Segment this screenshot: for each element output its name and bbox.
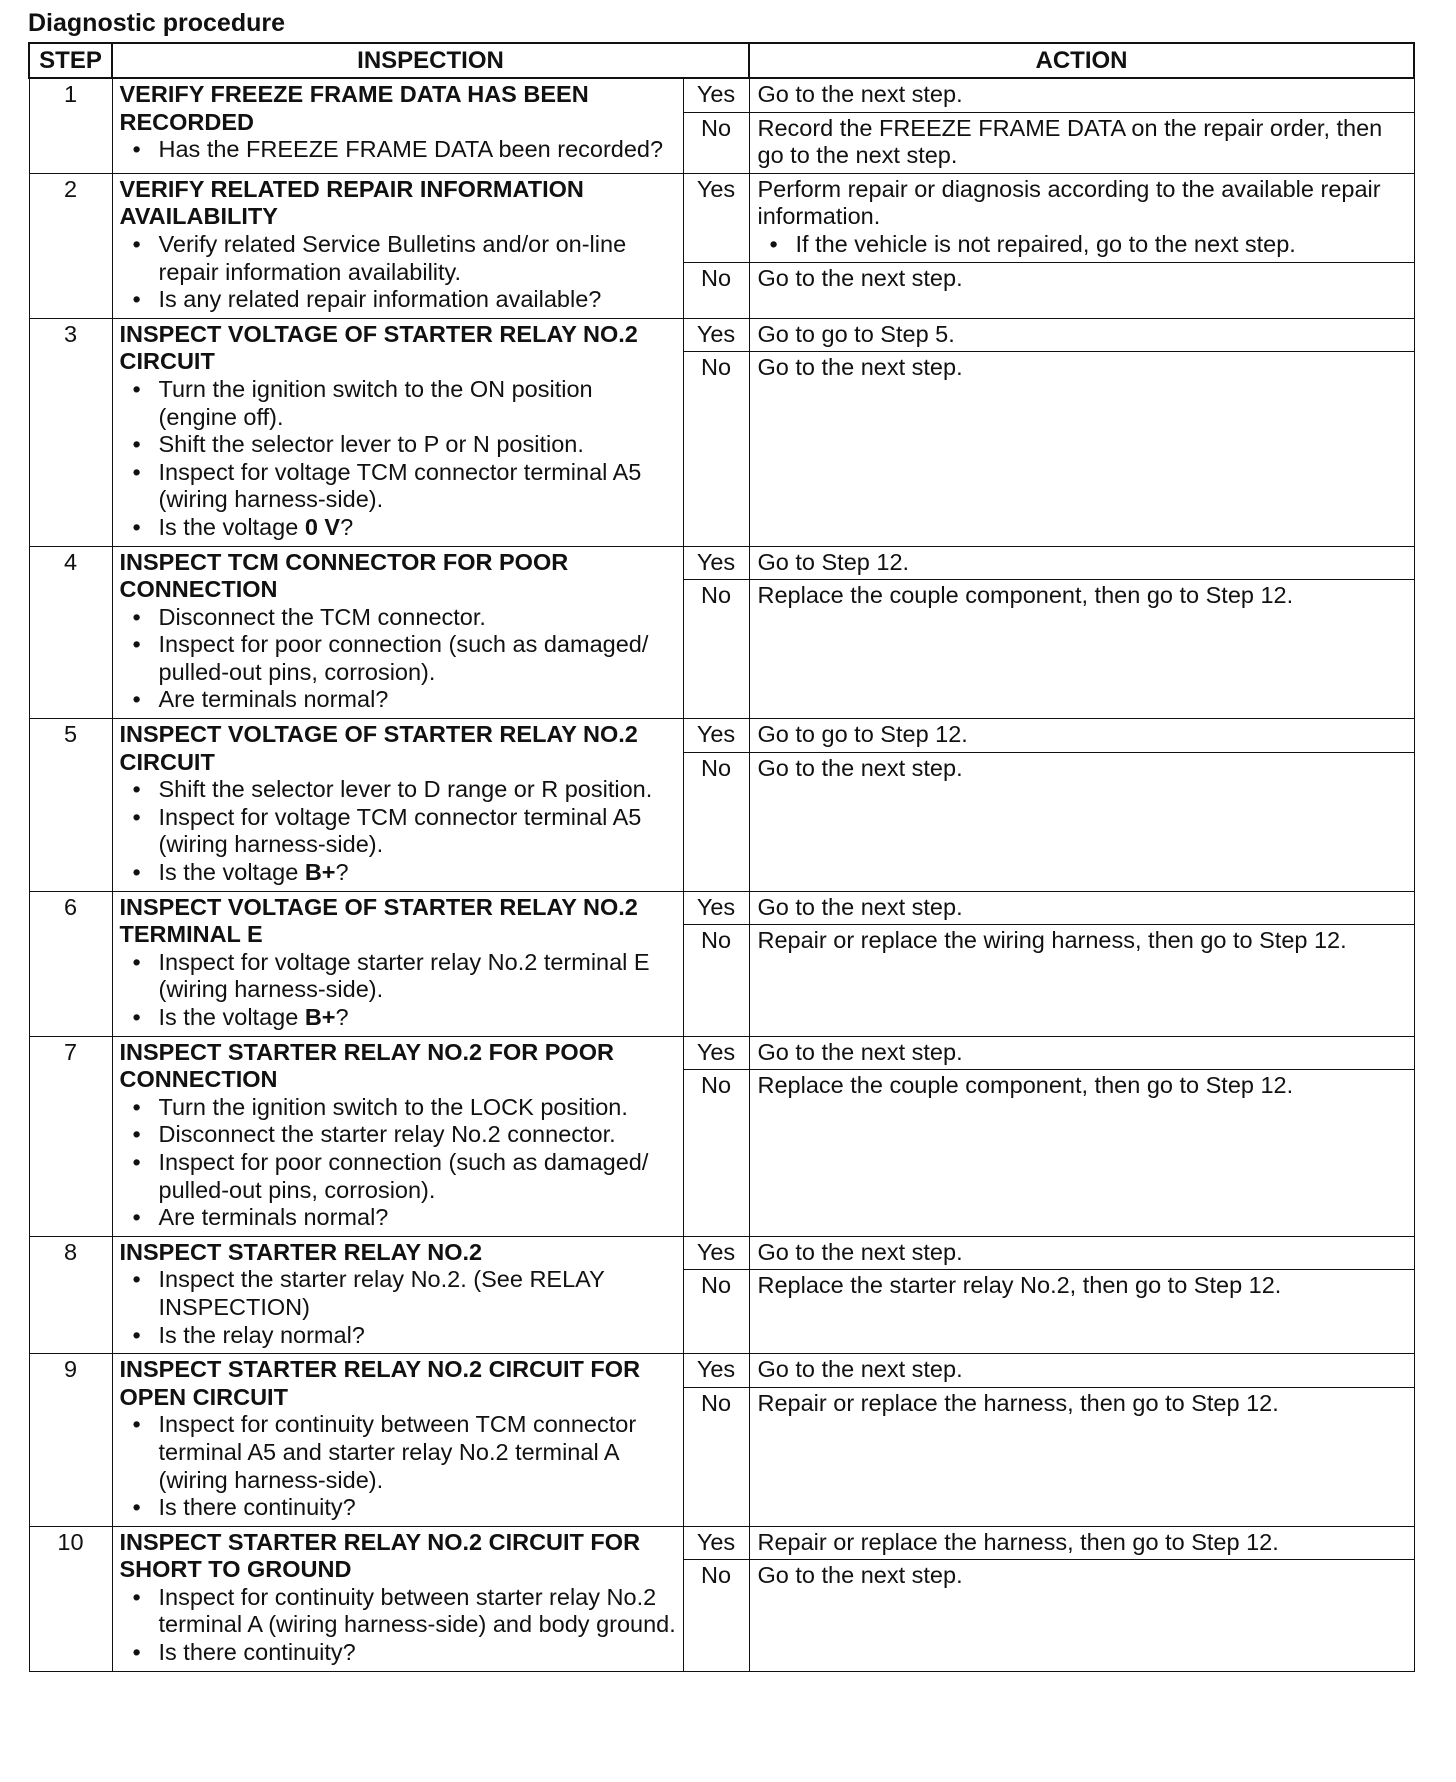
header-step: STEP <box>29 43 112 78</box>
inspection-cell <box>112 318 683 546</box>
yes-action: Go to the next step. <box>757 1038 963 1065</box>
no-label: No <box>683 1270 749 1354</box>
inspection-title: INSPECT VOLTAGE OF STARTER RELAY NO.2 CIRCUIT <box>119 721 638 775</box>
no-label: No <box>683 262 749 318</box>
inspection-cell <box>112 1236 683 1353</box>
no-label: No <box>683 925 749 1036</box>
yes-action: Go to the next step. <box>757 893 963 920</box>
inspection-bullet: • Is the relay normal? <box>120 1322 677 1350</box>
no-action: Repair or replace the wiring harness, then go to Step 12. <box>749 925 1414 1036</box>
table-row <box>29 173 1414 262</box>
inspection-bullet: • Inspect the starter relay No.2. (See RELAY INSPECTION) <box>120 1266 677 1321</box>
table-row <box>29 1354 1414 1388</box>
yes-action-cell <box>749 1526 1414 1560</box>
header-inspection: INSPECTION <box>112 43 749 78</box>
table-header-row <box>29 43 1414 78</box>
table-row <box>29 318 1414 352</box>
inspection-bullet: • Inspect for voltage starter relay No.2 terminal E (wiring harness-side). <box>120 949 677 1004</box>
yes-label: Yes <box>683 1354 749 1388</box>
inspection-bullets <box>120 1094 677 1232</box>
no-label: No <box>683 1387 749 1526</box>
inspection-cell <box>112 1354 683 1527</box>
inspection-title: INSPECT TCM CONNECTOR FOR POOR CONNECTION <box>119 548 569 603</box>
inspection-bullets <box>120 136 677 164</box>
inspection-bullet: • Are terminals normal? <box>120 686 677 714</box>
inspection-question <box>120 859 677 887</box>
yes-action: Repair or replace the harness, then go to Step 12. <box>757 1528 1279 1555</box>
inspection-title: INSPECT STARTER RELAY NO.2 <box>119 1238 483 1265</box>
inspection-bullet: • Turn the ignition switch to the LOCK position. <box>120 1094 677 1122</box>
question-text: Is the voltage <box>158 859 305 886</box>
inspection-title: INSPECT STARTER RELAY NO.2 FOR POOR CONNECTION <box>119 1038 614 1093</box>
inspection-cell <box>112 891 683 1036</box>
inspection-bullet: • Disconnect the starter relay No.2 connector. <box>120 1121 677 1149</box>
no-action: Replace the starter relay No.2, then go to Step 12. <box>749 1270 1414 1354</box>
inspection-bullet: • Has the FREEZE FRAME DATA been recorded? <box>120 136 677 164</box>
inspection-bullet: • Inspect for voltage TCM connector terminal A5 (wiring harness-side). <box>120 459 677 514</box>
inspection-cell <box>112 1526 683 1671</box>
question-text: Is the voltage <box>158 1004 305 1030</box>
inspection-cell <box>112 78 683 173</box>
table-row <box>29 546 1414 580</box>
question-mark: ? <box>335 859 349 886</box>
no-action: Go to the next step. <box>749 752 1414 891</box>
inspection-bullet: • Inspect for continuity between starter relay No.2 terminal A (wiring harness-side) and body ground. <box>120 1584 677 1639</box>
no-label: No <box>683 1070 749 1237</box>
page-title: Diagnostic procedure <box>28 9 285 37</box>
yes-action: Perform repair or diagnosis according to the available repair information. <box>757 175 1381 230</box>
yes-label: Yes <box>683 546 749 580</box>
inspection-cell <box>112 1036 683 1236</box>
inspection-title: VERIFY RELATED REPAIR INFORMATION AVAILABILITY <box>119 175 584 230</box>
inspection-title: INSPECT STARTER RELAY NO.2 CIRCUIT FOR SHORT TO GROUND <box>119 1528 641 1583</box>
step-number: 4 <box>29 546 112 719</box>
question-mark: ? <box>340 513 354 540</box>
inspection-cell <box>112 173 683 318</box>
no-action: Go to the next step. <box>749 352 1414 546</box>
inspection-bullets <box>120 776 677 886</box>
no-action: Go to the next step. <box>749 262 1414 318</box>
yes-action: Go to go to Step 5. <box>757 320 955 347</box>
inspection-bullets <box>120 231 677 314</box>
step-number: 9 <box>29 1354 112 1527</box>
inspection-bullets <box>120 1411 677 1521</box>
yes-label: Yes <box>683 78 749 112</box>
inspection-bullet: • Is any related repair information available? <box>120 286 677 314</box>
inspection-bullet: • Are terminals normal? <box>120 1204 677 1232</box>
step-number: 7 <box>29 1036 112 1236</box>
question-mark: ? <box>335 1004 349 1030</box>
yes-label: Yes <box>683 173 749 262</box>
yes-label: Yes <box>683 719 749 753</box>
inspection-bullets <box>120 1584 677 1667</box>
inspection-title: INSPECT VOLTAGE OF STARTER RELAY NO.2 TERMINAL E <box>119 893 638 948</box>
inspection-bullet: • Shift the selector lever to D range or R position. <box>120 776 677 804</box>
table-row <box>29 1236 1414 1270</box>
table-body <box>29 78 1414 1671</box>
inspection-cell <box>112 719 683 892</box>
inspection-bullets <box>120 949 677 1032</box>
step-number: 2 <box>29 173 112 318</box>
yes-action: Go to Step 12. <box>757 548 910 575</box>
yes-label: Yes <box>683 318 749 352</box>
inspection-bullets <box>120 1266 677 1349</box>
step-number: 5 <box>29 719 112 892</box>
no-action: Record the FREEZE FRAME DATA on the repair order, then go to the next step. <box>749 112 1414 173</box>
inspection-bullet: • Inspect for voltage TCM connector terminal A5 (wiring harness-side). <box>120 804 677 859</box>
inspection-bullet: • Inspect for poor connection (such as damaged/ pulled-out pins, corrosion). <box>120 1149 677 1204</box>
no-action: Go to the next step. <box>749 1560 1414 1671</box>
yes-action-cell <box>749 1036 1414 1070</box>
inspection-bullet: • Is there continuity? <box>120 1494 677 1522</box>
no-label: No <box>683 352 749 546</box>
yes-label: Yes <box>683 1036 749 1070</box>
table-row <box>29 1526 1414 1560</box>
header-action: ACTION <box>749 43 1414 78</box>
no-action: Replace the couple component, then go to Step 12. <box>749 580 1414 719</box>
table-row <box>29 1036 1414 1070</box>
no-action: Replace the couple component, then go to Step 12. <box>749 1070 1414 1237</box>
table-row <box>29 719 1414 753</box>
inspection-bullets <box>120 376 677 542</box>
yes-action-cell <box>749 719 1414 753</box>
inspection-bullet: • Is there continuity? <box>120 1639 677 1667</box>
inspection-bullet: • Verify related Service Bulletins and/or on-line repair information availability. <box>120 231 677 286</box>
yes-action-cell <box>749 78 1414 112</box>
yes-label: Yes <box>683 1526 749 1560</box>
diagnostic-procedure-table <box>28 42 1415 1672</box>
yes-action: Go to go to Step 12. <box>757 721 968 748</box>
no-label: No <box>683 752 749 891</box>
question-value: B+ <box>304 859 336 886</box>
yes-action-cell <box>749 318 1414 352</box>
no-action: Repair or replace the harness, then go to Step 12. <box>749 1387 1414 1526</box>
inspection-cell <box>112 546 683 719</box>
yes-action-cell <box>749 1354 1414 1388</box>
yes-label: Yes <box>683 1236 749 1270</box>
yes-action: Go to the next step. <box>757 1238 963 1265</box>
question-text: Is the voltage <box>158 513 305 540</box>
step-number: 10 <box>29 1526 112 1671</box>
inspection-title: INSPECT STARTER RELAY NO.2 CIRCUIT FOR OPEN CIRCUIT <box>119 1356 641 1410</box>
yes-action-cell <box>749 173 1414 262</box>
table-row <box>29 891 1414 925</box>
no-label: No <box>683 1560 749 1671</box>
inspection-bullets <box>120 604 677 714</box>
no-label: No <box>683 580 749 719</box>
yes-action: Go to the next step. <box>757 1356 963 1383</box>
inspection-bullet: • Disconnect the TCM connector. <box>120 604 677 632</box>
yes-action-cell <box>749 891 1414 925</box>
no-label: No <box>683 112 749 173</box>
inspection-title: INSPECT VOLTAGE OF STARTER RELAY NO.2 CIRCUIT <box>119 320 638 375</box>
inspection-title: VERIFY FREEZE FRAME DATA HAS BEEN RECORDED <box>119 81 589 135</box>
yes-action-cell <box>749 546 1414 580</box>
question-value: 0 V <box>304 513 341 540</box>
yes-label: Yes <box>683 891 749 925</box>
yes-action-note: • If the vehicle is not repaired, go to the next step. <box>758 231 1408 259</box>
step-number: 8 <box>29 1236 112 1353</box>
inspection-bullet: • Inspect for poor connection (such as damaged/ pulled-out pins, corrosion). <box>120 631 677 686</box>
yes-action: Go to the next step. <box>757 81 963 107</box>
step-number: 6 <box>29 891 112 1036</box>
question-value: B+ <box>304 1004 336 1030</box>
inspection-bullet: • Turn the ignition switch to the ON position (engine off). <box>120 376 677 431</box>
inspection-question <box>120 514 677 542</box>
inspection-bullet: • Inspect for continuity between TCM connector terminal A5 and starter relay No.2 terminal A (wiring harness-side). <box>120 1411 677 1494</box>
step-number: 1 <box>29 78 112 173</box>
yes-action-cell <box>749 1236 1414 1270</box>
inspection-bullet: • Shift the selector lever to P or N position. <box>120 431 677 459</box>
inspection-question <box>120 1004 677 1032</box>
table-row <box>29 78 1414 112</box>
step-number: 3 <box>29 318 112 546</box>
